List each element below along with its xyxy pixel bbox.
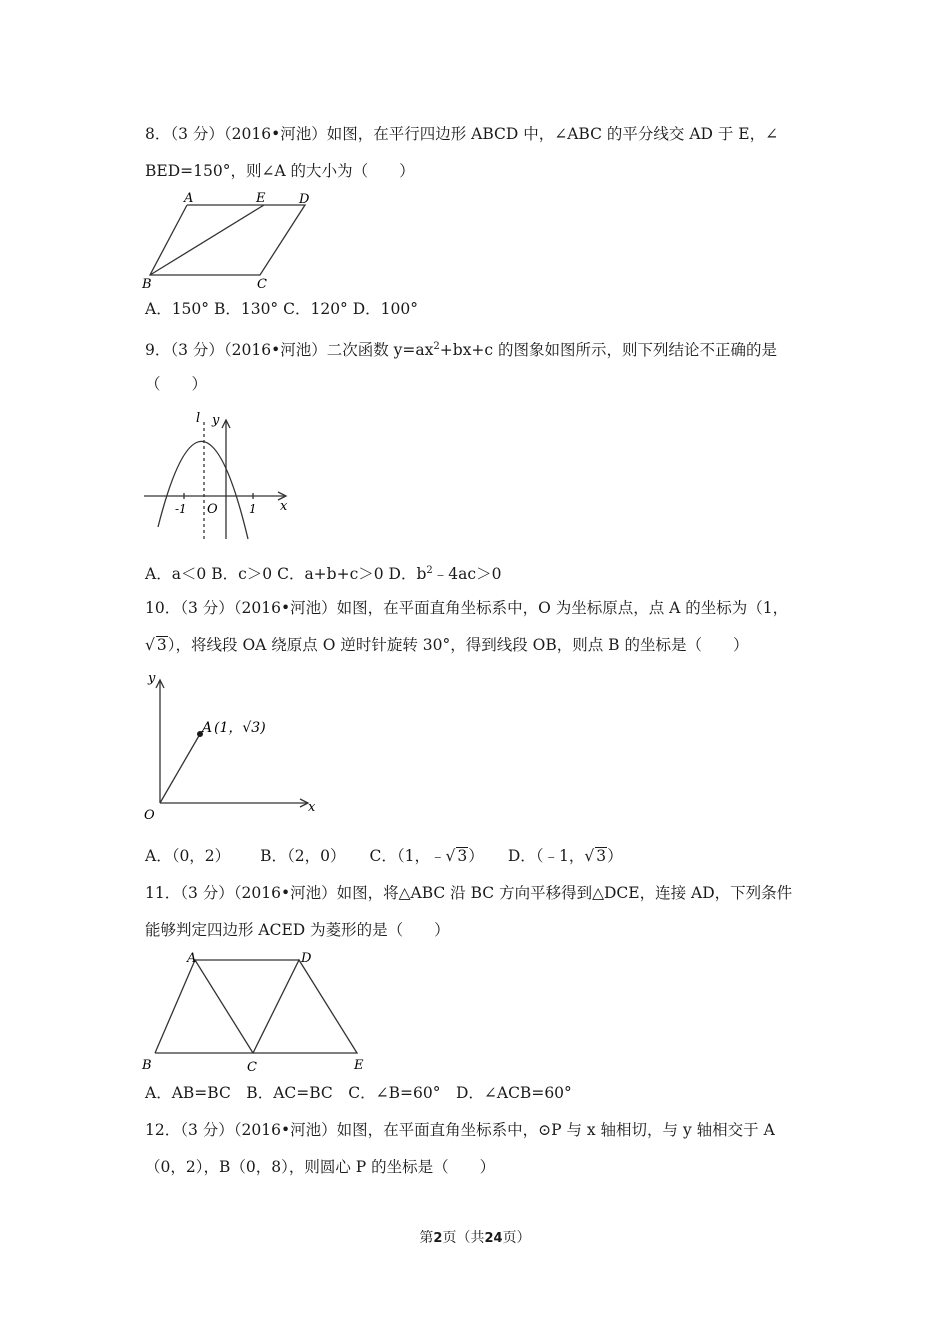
q8-parallelogram-figure	[140, 188, 320, 291]
q10-label-y: y	[148, 671, 156, 686]
q10-label-o: O	[144, 808, 155, 823]
q11-line1: 11．（3 分）（2016•河池）如图，将△ABC 沿 BC 方向平移得到△DCE，连接 AD，下列条件	[145, 884, 793, 902]
q9-line1: 9．（3 分）（2016•河池）二次函数 $y=ax^2+bx+c$ 的图象如图所示，则下列结论不正确的是	[145, 341, 778, 360]
q9-parabola-graph	[140, 405, 300, 545]
q9-label-minus-1: -1	[175, 502, 187, 516]
q9-label-o: O	[207, 502, 218, 517]
q12-line2: （0，2），B（0，8），则圆心 P 的坐标是（ ）	[145, 1158, 496, 1176]
q9-label-1: 1	[249, 502, 257, 516]
q11-line2: 能够判定四边形 ACED 为菱形的是（ ）	[145, 921, 450, 939]
q9-options: A．a＜0 B．c＞0 C．a+b+c＞0 D．$b^2﹣4ac>0$	[145, 565, 502, 584]
q8-label-e: E	[256, 191, 266, 206]
q8-label-a: A	[184, 191, 194, 206]
q11-label-b: B	[142, 1058, 152, 1073]
q10-line1: 10．（3 分）（2016•河池）如图，在平面直角坐标系中，O 为坐标原点，点 A 的坐标为（1，	[145, 599, 789, 617]
q10-line2: √ 3），将线段 OA 绕原点 O 逆时针旋转 30°，得到线段 OB，则点 B 的坐标是（ ）	[145, 636, 749, 654]
q8-label-b: B	[142, 277, 152, 291]
q10-coordinate-figure	[140, 668, 330, 828]
q9-label-y: y	[212, 413, 220, 428]
q10-label-a: A	[202, 720, 213, 736]
page-footer: 第2页（共24页）	[419, 1230, 531, 1246]
q10-label-x: x	[308, 800, 316, 815]
q11-label-d: D	[301, 951, 312, 966]
q11-options: A．AB=BC B．AC=BC C．∠B=60° D．∠ACB=60°	[145, 1084, 572, 1102]
q11-triangles-figure	[140, 947, 380, 1075]
q8-label-c: C	[257, 277, 267, 291]
q8-label-d: D	[299, 192, 310, 207]
q9-label-x: x	[280, 499, 288, 514]
q8-line1: 8．（3 分）（2016•河池）如图，在平行四边形 ABCD 中，∠ABC 的平分线交 AD 于 E，∠	[145, 125, 779, 143]
q10-label-a-coords: (1，√3)	[214, 720, 266, 736]
q11-label-a: A	[187, 951, 197, 966]
q11-label-c: C	[247, 1060, 257, 1075]
q11-label-e: E	[354, 1058, 364, 1073]
q10-options: A．（0，2） B．（2，0） C．（1，﹣√ 3） D．（﹣1，√ 3）	[145, 847, 623, 865]
q8-options: A．150° B．130° C．120° D．100°	[145, 300, 418, 318]
q9-line2: （ ）	[145, 375, 208, 393]
q9-label-l: l	[196, 411, 201, 426]
q8-line2: BED=150°，则∠A 的大小为（ ）	[145, 162, 415, 180]
q12-line1: 12．（3 分）（2016•河池）如图，在平面直角坐标系中，⊙P 与 x 轴相切，与 y 轴相交于 A	[145, 1121, 775, 1139]
